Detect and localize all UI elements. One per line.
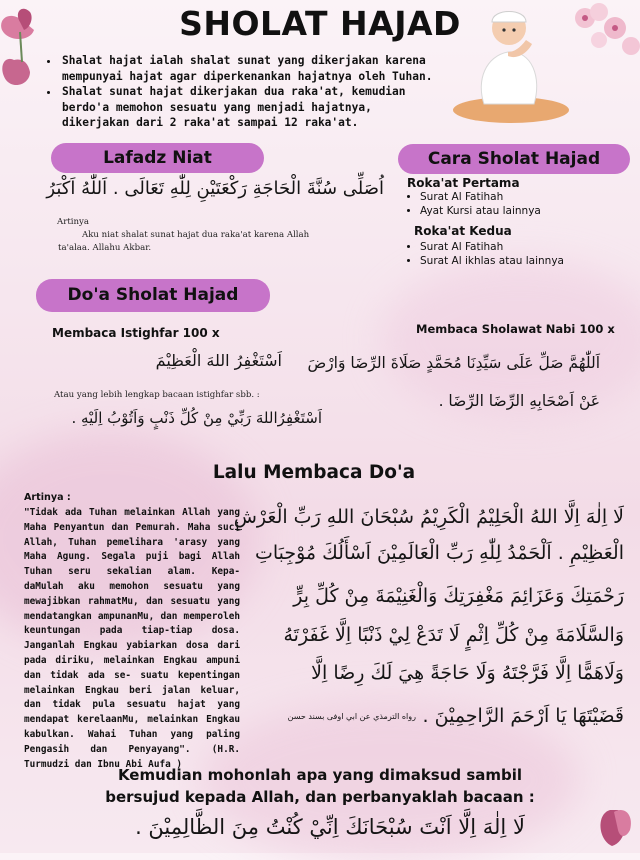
main-doa-translation: "Tidak ada Tuhan melainkan Allah yang Maha Penyantun dan Pemurah. Maha suci Allah, Tuhan pemelihara 'arasy yang Maha Agung. Segala puji bagi Allah Tuhan seru sekalian alam. Kepa- daMulah aku memohon sesuatu yang mewajibkan rahmatMu, dan sesuatu yang mendatangkan ampunanMu, dan memperoleh keuntungan pada tiap-tiap dosa. Janganlah Engkau yabiarkan dosa dari pada diriku, melainkan Engkau ampuni dan tidak ada se- suatu kepentingan melainkan Engkau beri jalan keluar, dan tidak pula sesuatu hajat yang mendapat kerelaanMu, melainkan Engkau kabulkan. Wahai Tuhan yang paling Pengasih dan Penyayang". (H.R. Turmudzi dan Ibnu Abi Aufa ) xyxy=(24,507,240,770)
main-doa-arabic-line-5: وَلَاهَمًّا اِلَّا فَرَّجْتَهُ وَلَا حَاجَةً هِيَ لَكَ رِضًا اِلَّا xyxy=(311,662,624,684)
sholawat-line-2: عَنْ اَصْحَابِهِ الرِّضَا الرِّضَا . xyxy=(438,392,600,410)
page-title: SHOLAT HAJAD xyxy=(179,4,461,43)
list-item: • Ayat Kursi atau lainnya xyxy=(420,204,541,218)
rakaat1-list xyxy=(406,190,541,218)
niat-heading: Lafadz Niat xyxy=(51,143,264,173)
intro-list xyxy=(46,53,440,131)
list-item: • Surat Al Fatihah xyxy=(420,240,564,254)
cara-heading: Cara Sholat Hajad xyxy=(398,144,630,174)
istighfar-label: Membaca Istighfar 100 x xyxy=(52,326,220,340)
main-doa-arabic-line-4: وَالسَّلَامَةَ مِنْ كُلِّ اِثْمٍ لَا تَدَعْ لِيْ ذَنْبًا اِلَّا غَفَرْتَهُ xyxy=(283,624,624,646)
main-doa-arabic-line-2: الْعَظِيْمِ . اَلْحَمْدُ لِلّٰهِ رَبِّ الْعَالَمِيْنَ اَسْأَلُكَ مُوْجِبَاتِ xyxy=(254,542,624,564)
main-doa-arabic-line-6: قَضَيْتَهَا يَا اَرْحَمَ الرَّاحِمِيْنَ . xyxy=(422,705,624,727)
list-item: • Surat Al ikhlas atau lainnya xyxy=(420,254,564,268)
doa-heading: Do'a Sholat Hajad xyxy=(36,279,270,312)
main-doa-arabic-line-1: لَا اِلٰهَ اِلَّا اللهُ الْحَلِيْمُ الْكَرِيْمُ سُبْحَانَ اللهِ رَبِّ الْعَرْشِ xyxy=(233,506,624,528)
istighfar-note: Atau yang lebih lengkap bacaan istighfar sbb. : xyxy=(54,390,260,400)
closing-line-2: bersujud kepada Allah, dan perbanyaklah bacaan : xyxy=(105,788,535,806)
rakaat2-list xyxy=(406,240,564,268)
rakaat2-title: Roka'at Kedua xyxy=(414,224,512,238)
closing-line-1: Kemudian mohonlah apa yang dimaksud sambil xyxy=(117,766,523,784)
sholawat-label: Membaca Sholawat Nabi 100 x xyxy=(416,322,615,336)
sholawat-line-1: اَللّٰهُمَّ صَلِّ عَلَى سَيِّدِنَا مُحَمَّدٍ صَلَاةَ الرِّضَا وَارْضَ xyxy=(307,354,600,372)
niat-artinya-label: Artinya xyxy=(57,217,90,227)
rakaat1-title: Roka'at Pertama xyxy=(407,176,520,190)
niat-translation: Aku niat shalat sunat hajat dua raka'at karena Allah ta'alaa. Allahu Akbar. xyxy=(58,230,310,253)
istighfar-full: اَسْتَغْفِرُاللهَ رَبِّيْ مِنْ كُلِّ ذَنْبٍ وَاَتُوْبُ اِلَيْهِ . xyxy=(71,409,322,427)
intro-item: • Shalat sunat hajat dikerjakan dua raka'at, kemudian berdo'a memohon sesuatu yang menjadi hajatnya, dikerjakan dari 2 raka'at sampai 12 raka'at. xyxy=(60,84,440,131)
istighfar-arabic: اَسْتَغْفِرُ اللهَ الْعَظِيْمَ xyxy=(155,351,282,370)
main-doa-artinya-label: Artinya : xyxy=(24,492,71,503)
list-item: • Surat Al Fatihah xyxy=(420,190,541,204)
intro-item: • Shalat hajat ialah shalat sunat yang dikerjakan karena mempunyai hajat agar diperkenankan hajatnya oleh Tuhan. xyxy=(60,53,440,84)
niat-arabic: اُصَلِّى سُنَّةَ الْحَاجَةِ رَكْعَتَيْنِ لِلّٰهِ تَعَالَى . اَللّٰهُ اَكْبَرُ xyxy=(46,178,384,199)
main-doa-heading: Lalu Membaca Do'a xyxy=(212,462,416,483)
main-doa-arabic-line-3: رَحْمَتِكَ وَعَزَائِمَ مَغْفِرَتِكَ وَالْغَنِيْمَةَ مِنْ كُلِّ بِرٍّ xyxy=(293,585,624,607)
main-doa-source-note: رواه الترمذي عن ابي اوفى بسند حسن xyxy=(287,712,416,721)
closing-arabic: لَا اِلٰهَ اِلَّا اَنْتَ سُبْحَانَكَ اِنِّيْ كُنْتُ مِنَ الظَّالِمِيْنَ . xyxy=(135,815,525,839)
